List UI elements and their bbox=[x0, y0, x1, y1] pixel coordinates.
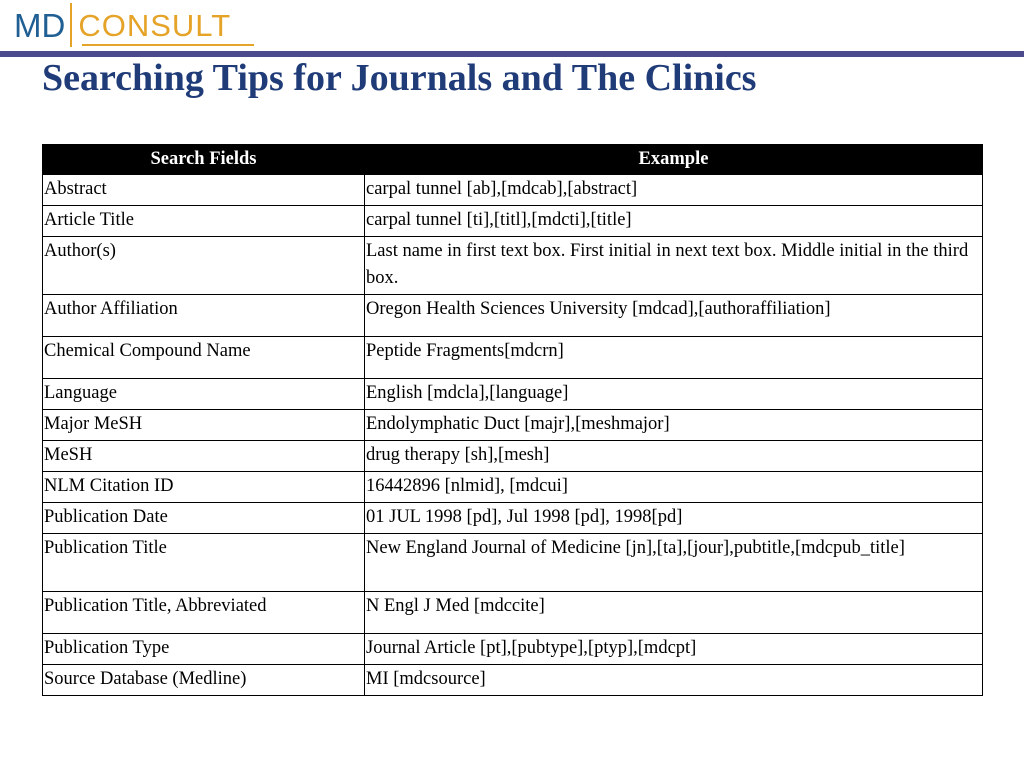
search-field-cell: Publication Title, Abbreviated bbox=[43, 592, 365, 634]
table-body bbox=[43, 175, 983, 696]
logo-underline bbox=[82, 44, 254, 46]
table-row bbox=[43, 295, 983, 337]
search-field-cell: NLM Citation ID bbox=[43, 472, 365, 503]
example-cell: Peptide Fragments[mdcrn] bbox=[365, 337, 983, 379]
example-cell: Oregon Health Sciences University [mdcad],[authoraffiliation] bbox=[365, 295, 983, 337]
search-field-cell: Chemical Compound Name bbox=[43, 337, 365, 379]
example-cell: English [mdcla],[language] bbox=[365, 379, 983, 410]
example-cell: MI [mdcsource] bbox=[365, 665, 983, 696]
example-cell: New England Journal of Medicine [jn],[ta],[jour],pubtitle,[mdcpub_title] bbox=[365, 534, 983, 592]
table-row bbox=[43, 534, 983, 592]
example-cell: carpal tunnel [ab],[mdcab],[abstract] bbox=[365, 175, 983, 206]
search-field-cell: Abstract bbox=[43, 175, 365, 206]
search-field-cell: Publication Date bbox=[43, 503, 365, 534]
example-cell: 01 JUL 1998 [pd], Jul 1998 [pd], 1998[pd] bbox=[365, 503, 983, 534]
search-field-cell: Publication Type bbox=[43, 634, 365, 665]
md-consult-logo bbox=[14, 2, 231, 48]
logo-md-text: MD bbox=[14, 6, 66, 44]
search-field-cell: Author(s) bbox=[43, 237, 365, 295]
example-cell: N Engl J Med [mdccite] bbox=[365, 592, 983, 634]
search-tips-table bbox=[42, 144, 983, 696]
search-field-cell: Source Database (Medline) bbox=[43, 665, 365, 696]
example-cell: Endolymphatic Duct [majr],[meshmajor] bbox=[365, 410, 983, 441]
header-example: Example bbox=[365, 145, 983, 175]
table-row bbox=[43, 634, 983, 665]
search-field-cell: Author Affiliation bbox=[43, 295, 365, 337]
search-field-cell: MeSH bbox=[43, 441, 365, 472]
search-field-cell: Article Title bbox=[43, 206, 365, 237]
search-field-cell: Major MeSH bbox=[43, 410, 365, 441]
logo-divider bbox=[70, 3, 72, 47]
table-header-row bbox=[43, 145, 983, 175]
table-row bbox=[43, 592, 983, 634]
table-row bbox=[43, 665, 983, 696]
example-cell: Last name in first text box. First initial in next text box. Middle initial in the third box. bbox=[365, 237, 983, 295]
table-row bbox=[43, 472, 983, 503]
table-row bbox=[43, 175, 983, 206]
page-title: Searching Tips for Journals and The Clinics bbox=[42, 57, 757, 99]
example-cell: drug therapy [sh],[mesh] bbox=[365, 441, 983, 472]
example-cell: Journal Article [pt],[pubtype],[ptyp],[mdcpt] bbox=[365, 634, 983, 665]
header-search-fields: Search Fields bbox=[43, 145, 365, 175]
example-cell: carpal tunnel [ti],[titl],[mdcti],[title] bbox=[365, 206, 983, 237]
table-row bbox=[43, 441, 983, 472]
table-row bbox=[43, 337, 983, 379]
search-field-cell: Publication Title bbox=[43, 534, 365, 592]
table-row bbox=[43, 237, 983, 295]
table-row bbox=[43, 503, 983, 534]
table-row bbox=[43, 410, 983, 441]
table-row bbox=[43, 206, 983, 237]
example-cell: 16442896 [nlmid], [mdcui] bbox=[365, 472, 983, 503]
table-row bbox=[43, 379, 983, 410]
logo-consult-text: CONSULT bbox=[78, 7, 232, 43]
search-field-cell: Language bbox=[43, 379, 365, 410]
